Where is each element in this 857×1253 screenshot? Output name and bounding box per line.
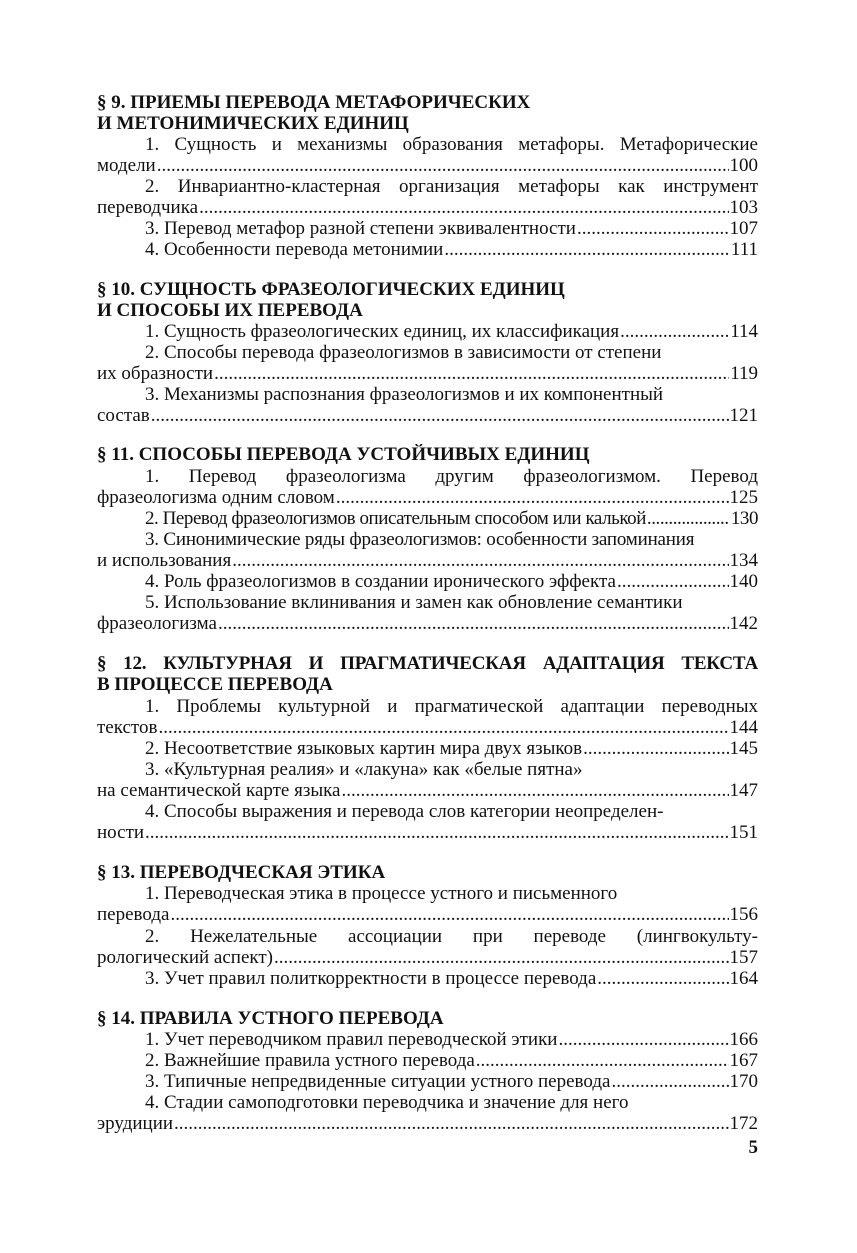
toc-entry-text: 1. Учет переводчиком правил переводческой этики: [145, 1029, 558, 1050]
toc-entry-text: 4. Стадии самоподготовки переводчика и значение для него: [145, 1092, 629, 1113]
toc-entry-text: ности: [97, 822, 145, 843]
dot-leader: [336, 487, 729, 508]
toc-entry-text: их образности: [97, 363, 214, 384]
toc-entry: [97, 155, 758, 176]
toc-entry: [97, 550, 758, 571]
dot-leader: [611, 1071, 728, 1092]
toc-entry-text: 2. Нежелательные ассоциации при переводе (лингвокульту-: [145, 926, 758, 947]
toc-page-number: 156: [729, 904, 758, 925]
toc-entry: [145, 738, 758, 759]
toc-entry: [97, 780, 758, 801]
toc-page-number: 167: [729, 1050, 758, 1071]
toc-entry: [145, 1029, 758, 1050]
toc-entry-text: 4. Роль фразеологизмов в создании иронического эффекта: [145, 571, 616, 592]
dot-leader: [583, 738, 728, 759]
dot-leader: [232, 550, 728, 571]
toc-entry: [145, 968, 758, 989]
toc-entry-text: модели: [97, 155, 156, 176]
toc-entry-text: 2. Перевод фразеологизмов описательным способом или калькой: [145, 508, 646, 529]
toc-entry: [97, 197, 758, 218]
dot-leader: [214, 363, 729, 384]
toc-page-number: 147: [729, 780, 758, 801]
toc-entry-text: 2. Инвариантно-кластерная организация метафоры как инструмент: [145, 176, 758, 197]
toc-page-number: 107: [729, 218, 758, 239]
toc-entry-text: переводчика: [97, 197, 199, 218]
page-number: 5: [748, 1137, 758, 1158]
section-title: § 14. ПРАВИЛА УСТНОГО ПЕРЕВОДА: [97, 1008, 444, 1029]
toc-page-number: 103: [729, 197, 758, 218]
toc-entry: [97, 613, 758, 634]
toc-entry-text: 1. Сущность фразеологических единиц, их классификация: [145, 321, 620, 342]
toc-entry-text: и использования: [97, 550, 232, 571]
toc-page-number: 130: [730, 508, 758, 529]
toc-entry-text: 4. Способы выражения и перевода слов категории неопределен-: [145, 801, 664, 822]
dot-leader: [577, 218, 729, 239]
dot-leader: [157, 155, 729, 176]
dot-leader: [647, 508, 730, 529]
toc-entry-text: состав: [97, 405, 150, 426]
toc-entry: [97, 405, 758, 426]
dot-leader: [170, 904, 728, 925]
dot-leader: [174, 1113, 728, 1134]
toc-page-number: 142: [729, 613, 758, 634]
toc-page-number: 166: [729, 1029, 758, 1050]
dot-leader: [274, 947, 729, 968]
dot-leader: [476, 1050, 729, 1071]
section-title: В ПРОЦЕССЕ ПЕРЕВОДА: [97, 674, 333, 695]
toc-entry: [97, 487, 758, 508]
section-title: § 10. СУЩНОСТЬ ФРАЗЕОЛОГИЧЕСКИХ ЕДИНИЦ: [97, 279, 565, 300]
toc-page-number: 151: [729, 822, 758, 843]
toc-entry-text: 3. Механизмы распознания фразеологизмов и их компонентный: [145, 384, 664, 405]
toc-entry: [145, 1050, 758, 1071]
toc-entry-text: фразеологизма: [97, 613, 217, 634]
toc-entry-text: 1. Проблемы культурной и прагматической адаптации переводных: [145, 696, 758, 717]
dot-leader: [558, 1029, 728, 1050]
toc-entry: [97, 1113, 758, 1134]
dot-leader: [145, 822, 728, 843]
dot-leader: [218, 613, 729, 634]
toc-entry-text: на семантической карте языка: [97, 780, 341, 801]
dot-leader: [199, 197, 728, 218]
dot-leader: [158, 717, 728, 738]
section-title: § 12. КУЛЬТУРНАЯ И ПРАГМАТИЧЕСКАЯ АДАПТАЦИЯ ТЕКСТА: [97, 653, 758, 674]
toc-page-number: 145: [729, 738, 758, 759]
section-title: § 9. ПРИЕМЫ ПЕРЕВОДА МЕТАФОРИЧЕСКИХ: [97, 92, 531, 113]
toc-entry-text: эрудиции: [97, 1113, 174, 1134]
toc-entry: [97, 363, 758, 384]
toc-page-number: 111: [730, 239, 758, 260]
toc-entry: [97, 904, 758, 925]
toc-entry-text: 2. Несоответствие языковых картин мира двух языков: [145, 738, 583, 759]
toc-entry-text: 3. Типичные непредвиденные ситуации устного перевода: [145, 1071, 611, 1092]
toc-entry-text: рологический аспект): [97, 947, 273, 968]
dot-leader: [444, 239, 730, 260]
toc-page-number: 164: [729, 968, 758, 989]
toc-entry: [97, 947, 758, 968]
toc-page-number: 134: [729, 550, 758, 571]
toc-page-number: 144: [729, 717, 758, 738]
toc-page-number: 125: [729, 487, 758, 508]
toc-entry: [145, 321, 758, 342]
toc-page-number: 100: [729, 155, 758, 176]
toc-entry-text: текстов: [97, 717, 158, 738]
dot-leader: [597, 968, 728, 989]
dot-leader: [342, 780, 729, 801]
dot-leader: [617, 571, 729, 592]
dot-leader: [620, 321, 729, 342]
toc-entry-text: 3. Учет правил политкорректности в процессе перевода: [145, 968, 597, 989]
toc-entry-text: 3. «Культурная реалия» и «лакуна» как «белые пятна»: [145, 759, 583, 780]
toc-page-number: 114: [730, 321, 758, 342]
toc-entry-text: 5. Использование вклинивания и замен как обновление семантики: [145, 592, 683, 613]
section-title: § 13. ПЕРЕВОДЧЕСКАЯ ЭТИКА: [97, 862, 386, 883]
section-title: § 11. СПОСОБЫ ПЕРЕВОДА УСТОЙЧИВЫХ ЕДИНИЦ: [97, 444, 590, 465]
toc-page-number: 170: [729, 1071, 758, 1092]
toc-page-number: 121: [729, 405, 758, 426]
toc-entry: [145, 218, 758, 239]
section-title: И МЕТОНИМИЧЕСКИХ ЕДИНИЦ: [97, 113, 409, 134]
toc-entry: [97, 822, 758, 843]
toc-entry-text: 3. Перевод метафор разной степени эквивалентности: [145, 218, 576, 239]
toc-entry-text: 1. Переводческая этика в процессе устного и письменного: [145, 883, 618, 904]
toc-entry: [145, 508, 758, 529]
section-title: И СПОСОБЫ ИХ ПЕРЕВОДА: [97, 300, 363, 321]
toc-entry-text: фразеологизма одним словом: [97, 487, 335, 508]
toc-entry: [145, 239, 758, 260]
toc-entry: [145, 1071, 758, 1092]
toc-entry-text: 4. Особенности перевода метонимии: [145, 239, 444, 260]
toc-entry-text: 2. Важнейшие правила устного перевода: [145, 1050, 475, 1071]
toc-entry: [145, 571, 758, 592]
toc-entry-text: перевода: [97, 904, 170, 925]
toc-entry-text: 1. Сущность и механизмы образования метафоры. Метафорические: [145, 134, 758, 155]
toc-entry-text: 3. Синонимические ряды фразеологизмов: особенности запоминания: [145, 529, 695, 550]
toc-entry-text: 1. Перевод фразеологизма другим фразеологизмом. Перевод: [145, 466, 758, 487]
toc-page-number: 140: [729, 571, 758, 592]
dot-leader: [151, 405, 729, 426]
toc-entry: [97, 717, 758, 738]
toc-entry-text: 2. Способы перевода фразеологизмов в зависимости от степени: [145, 342, 662, 363]
toc-page-number: 172: [729, 1113, 758, 1134]
toc-page-number: 119: [730, 363, 758, 384]
toc-page-number: 157: [729, 947, 758, 968]
